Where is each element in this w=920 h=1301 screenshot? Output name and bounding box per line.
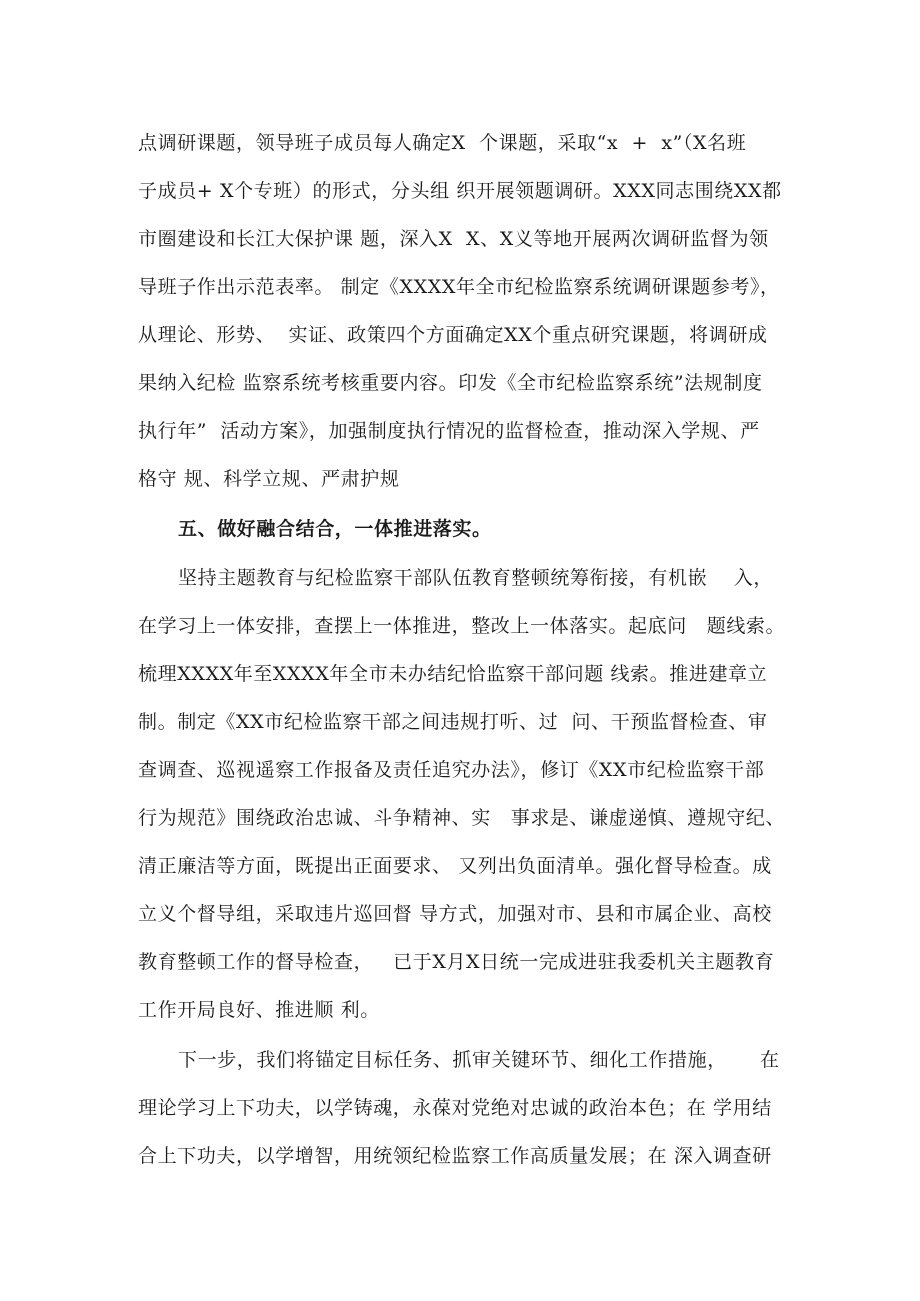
paragraph-1-line-5: 从理论、形势、 实证、政策四个方面确定XX个重点研究课题，将调研成 <box>138 324 768 346</box>
paragraph-1-line-3: 市圈建设和长江大保护课 题，深入X X、X义等地开展两次调研监督为领 <box>138 228 769 250</box>
paragraph-2-line-9: 教育整顿工作的督导检查， 已于X月X日统一完成进驻我委机关主题教育 <box>138 951 775 973</box>
paragraph-1-line-6: 果纳入纪检 监察系统考核重要内容。印发《全市纪检监察系统”法规制度 <box>138 372 763 394</box>
paragraph-3-line-3: 合上下功夫，以学增智，用统领纪检监察工作高质量发展；在 深入调查研 <box>138 1145 772 1167</box>
paragraph-2-line-7: 清正廉洁等方面，既提出正面要求、 又列出负面清单。强化督导检查。成 <box>138 855 772 877</box>
paragraph-2-line-4: 制。制定《XX市纪检监察干部之间违规打听、过 问、干预监督检查、审 <box>138 711 768 733</box>
paragraph-3-line-1: 下一步，我们将锚定目标任务、抓审关键环节、细化工作措施， 在 <box>178 1049 780 1071</box>
paragraph-1-line-8: 格守 规、科学立规、严肃护规 <box>138 468 400 490</box>
paragraph-2-line-2: 在学习上一体安排，查摆上一体推进，整改上一体落实。起底问 题线索。 <box>138 615 786 637</box>
paragraph-2-line-3: 梳理XXXX年至XXXX年全市未办结纪恰监察干部问题 线索。推进建章立 <box>138 663 768 685</box>
paragraph-1-line-7: 执行年” 活动方案》，加强制度执行情况的监督检查，推动深入学规、严 <box>138 420 760 442</box>
paragraph-2-line-6: 行为规范》围绕政治忠诚、斗争精神、实 事求是、谦虚递慎、遵规守纪、 <box>138 807 786 829</box>
paragraph-1-line-1: 点调研课题，领导班子成员每人确定X 个课题，采取“x + x”（X名班 <box>138 132 747 154</box>
paragraph-1-line-2: 子成员+ X个专班）的形式，分头组 织开展领题调研。XXX同志围绕XX都 <box>138 180 782 202</box>
paragraph-2-line-1: 坚持主题教育与纪检监察干部队伍教育整顿统筹衔接，有机嵌 入， <box>178 567 773 589</box>
paragraph-3-line-2: 理论学习上下功夫，以学铸魂，永葆对党绝对忠诚的政治本色；在 学用结 <box>138 1097 772 1119</box>
section-heading: 五、做好融合结合，一体推进落实。 <box>178 518 492 540</box>
paragraph-2-line-5: 查调查、巡视遥察工作报备及责任追究办法》，修订《XX市纪检监察干部 <box>138 759 765 781</box>
paragraph-2-line-10: 工作开局良好、推进顺 利。 <box>138 999 380 1021</box>
paragraph-1-line-4: 导班子作出示范表率。 制定《XXXX年全市纪检监察系统调研课题参考》， <box>138 276 780 298</box>
paragraph-2-line-8: 立义个督导组，采取违片巡回督 导方式，加强对市、县和市属企业、高校 <box>138 903 772 925</box>
